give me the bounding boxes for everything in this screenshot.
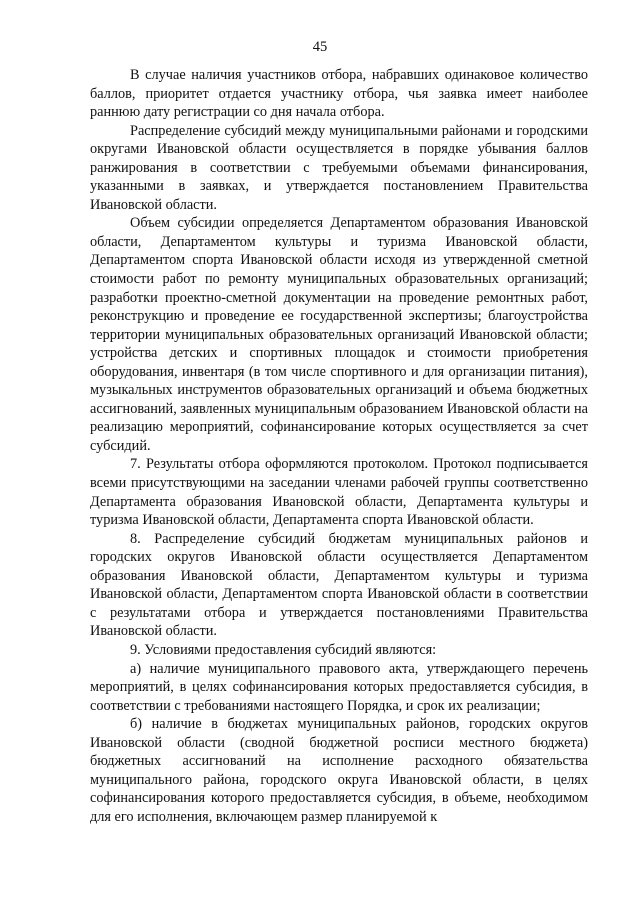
paragraph-subsidy-distribution: Распределение субсидий между муниципальными районами и городскими округами Ивановской области осуществляется в порядке убывания баллов ранжирования в соответствии с требуемыми объемами финансирования, указанными в заявках, и утверждается постановлением Правительства Ивановской области. (90, 122, 588, 213)
paragraph-item-9-conditions: 9. Условиями предоставления субсидий являются: (130, 641, 437, 658)
paragraph-condition-b: б) наличие в бюджетах муниципальных районов, городских округов Ивановской области (сводной бюджетной росписи местного бюджета) бюджетных ассигнований на исполнение расходного обязательства муниципального района, городского округа Ивановской области, в целях софинансирования которого предоставляется субсидия, в объеме, необходимом для его исполнения, включающем размер планируемой к (90, 716, 588, 825)
paragraph-item-8-distribution: 8. Распределение субсидий бюджетам муниципальных районов и городских округов Ивановской области осуществляется Департаментом образования Ивановской области, Департаментом культуры и туризма Ивановской области, Департаментом спорта Ивановской области в соответствии с результатами отбора и утверждается постановлениями Правительства Ивановской области. (90, 530, 588, 640)
paragraph-item-7-results: 7. Результаты отбора оформляются протоколом. Протокол подписывается всеми присутствующими на заседании членами рабочей группы соответственно Департамента образования Ивановской области, Департамента культуры и туризма Ивановской области, Департамента спорта Ивановской области. (90, 456, 588, 529)
paragraph-condition-a: а) наличие муниципального правового акта, утверждающего перечень мероприятий, в целях софинансирования которых предоставляется субсидия, в соответствии с требованиями настоящего Порядка, и срок их реализации; (90, 660, 588, 714)
document-body (90, 66, 588, 826)
paragraph-tie-break-rule: В случае наличия участников отбора, набравших одинаковое количество баллов, приоритет отдается участнику отбора, чья заявка имеет наиболее раннюю дату регистрации со дня начала отбора. (90, 67, 588, 121)
page-number: 45 (312, 39, 328, 55)
paragraph-subsidy-volume: Объем субсидии определяется Департаментом образования Ивановской области, Департаментом культуры и туризма Ивановской области, Департаментом спорта Ивановской области исходя из утвержденной сметной стоимости работ по ремонту муниципальных образовательных организаций; разработки проектно-сметной документации на проведение ремонтных работ, реконструкцию и проведение ее государственной экспертизы; благоустройства территории муниципальных образовательных организаций Ивановской области; устройства детских и спортивных площадок и стоимости приобретения оборудования, инвентаря (в том числе спортивного и для организации питания), музыкальных инструментов образовательных организаций и объема бюджетных ассигнований, заявленных муниципальным образованием Ивановской области на реализацию мероприятий, софинансирование которых осуществляется за счет субсидий. (90, 215, 588, 454)
